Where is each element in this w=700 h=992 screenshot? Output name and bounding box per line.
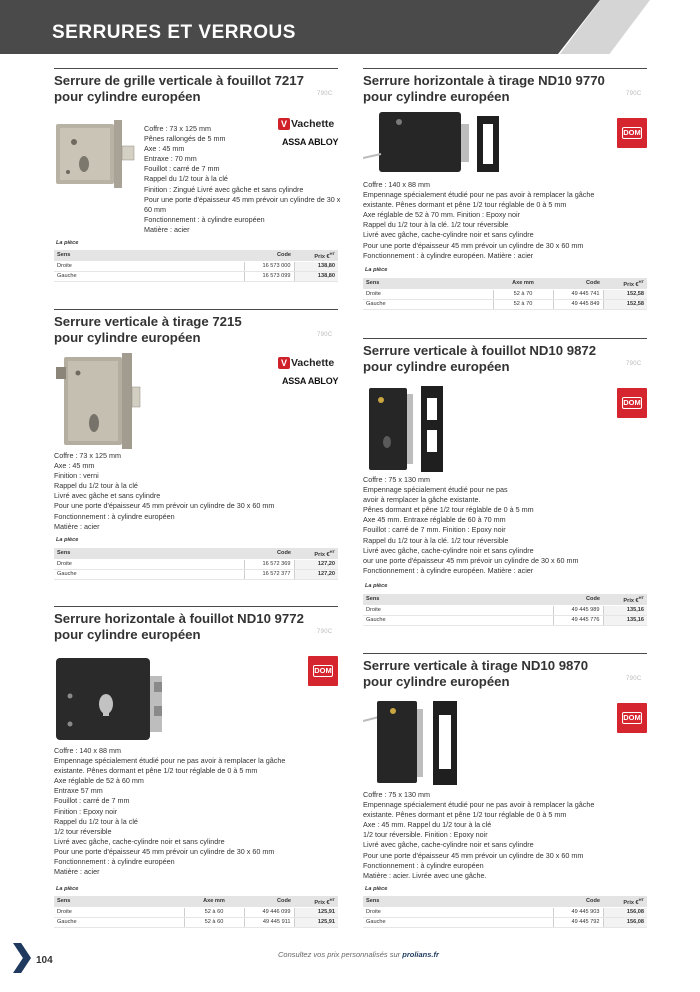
price-table <box>363 896 647 928</box>
lock-photo <box>54 654 166 744</box>
brand-logo-dom: DOM <box>617 388 647 418</box>
product-title: Serrure horizontale à fouillot ND10 9772 pour cylindre européen <box>54 611 304 642</box>
section-rule <box>363 653 647 654</box>
page-number: 104 <box>36 955 53 966</box>
footer-note: Consultez vos prix personnalisés sur prolians.fr <box>278 950 439 959</box>
brand-logo-dom: DOM <box>617 118 647 148</box>
product-7215 <box>54 309 338 589</box>
table-row: Gauche 52 à 60 49 445 911 125,91 <box>54 917 338 927</box>
table-row: Droite 49 445 903 156,08 <box>363 907 647 917</box>
piece-label: La pièce <box>365 583 388 589</box>
vachette-icon: V <box>278 118 290 130</box>
section-rule <box>363 338 647 339</box>
product-7217 <box>54 68 341 293</box>
table-row: Droite 16 573 000 138,80 <box>54 261 338 271</box>
vachette-icon: V <box>278 357 290 369</box>
lock-photo <box>363 110 503 176</box>
table-header: Sens Code Prix €$^{HT}$ <box>363 594 647 605</box>
brand-logo-dom: DOM <box>617 703 647 733</box>
lock-photo <box>365 384 455 474</box>
table-header: Sens Axe mm Code Prix €$^{HT}$ <box>363 278 647 289</box>
price-table <box>54 250 338 282</box>
section-title: SERRURES ET VERROUS <box>52 22 296 43</box>
table-row: Gauche 16 573 099 138,80 <box>54 271 338 281</box>
price-table <box>363 594 647 626</box>
lock-photo <box>363 699 473 787</box>
table-header: Sens Code Prix €$^{HT}$ <box>54 548 338 559</box>
product-nd10-9870 <box>363 653 647 938</box>
product-code: 790C <box>626 676 642 682</box>
table-header: Sens Code Prix €$^{HT}$ <box>363 896 647 907</box>
lock-photo <box>56 353 146 449</box>
table-row: Droite 52 à 60 49 446 099 125,91 <box>54 907 338 917</box>
piece-label: La pièce <box>365 267 388 273</box>
section-rule <box>54 606 338 607</box>
product-nd10-9872 <box>363 338 647 638</box>
product-description: Coffre : 73 x 125 mm Axe : 45 mm Finition : verni Rappel du 1/2 tour à la clé Livré avec gâche et sans cylindre Pour une porte d'épaisseur 45 mm prévoir un cylindre de 30 x 60 mm Fonctionnement : à cylindre européen Matière : acier <box>54 451 275 531</box>
piece-label: La pièce <box>56 537 79 543</box>
piece-label: La pièce <box>365 886 388 892</box>
piece-label: La pièce <box>56 886 79 892</box>
product-title: Serrure verticale à tirage ND10 9870 pour cylindre européen <box>363 658 589 689</box>
product-code: 790C <box>626 361 642 367</box>
product-title: Serrure de grille verticale à fouillot 7217 pour cylindre européen <box>54 73 304 104</box>
table-row: Droite 16 572 369 127,20 <box>54 559 338 569</box>
section-rule <box>54 68 338 69</box>
table-header: Sens Code Prix €$^{HT}$ <box>54 250 338 261</box>
page-header <box>0 0 700 54</box>
product-description: Coffre : 73 x 125 mm Pênes rallongés de 5 mm Axe : 45 mm Entraxe : 70 mm Fouillot : carré de 7 mm Rappel du 1/2 tour à la clé Finition : Zingué Livré avec gâche et sans cylindre Pour une porte d'épaisseur 45 mm prévoir un cylindre de 30 x 60 mm Fonctionnement : à cylindre européen Matière : acier <box>144 124 341 234</box>
brand-logo-dom: DOM <box>308 656 338 686</box>
product-description: Coffre : 75 x 130 mm Empennage spécialement étudié pour ne pas avoir à remplacer la gâche existante. Pênes dormant et pêne 1/2 tour réglable de 0 à 5 mm Axe : 45 mm. Rappel du 1/2 tour à la clé 1/2 tour réversible. Finition : Epoxy noir Livré avec gâche, cache-cylindre noir et sans cylindre Pour une porte d'épaisseur 45 mm prévoir un cylindre de 30 x 60 mm Fonctionnement : à cylindre européen Matière : acier. Livrée avec une gâche. <box>363 790 595 880</box>
table-row: Gauche 49 445 792 156,08 <box>363 917 647 927</box>
page-arrow-icon <box>13 943 31 973</box>
piece-label: La pièce <box>56 240 79 246</box>
table-row: Gauche 52 à 70 49 445 849 152,58 <box>363 299 647 309</box>
product-description: Coffre : 140 x 88 mm Empennage spécialement étudié pour ne pas avoir à remplacer la gâche existante. Pênes dormant et pêne 1/2 tour réglable de 0 à 5 mm Axe réglable de 52 à 60 mm Entraxe 57 mm Fouillot : carré de 7 mm Finition : Epoxy noir Rappel du 1/2 tour à la clé 1/2 tour réversible Livré avec gâche, cache-cylindre noir et sans cylindre Pour une porte d'épaisseur 45 mm prévoir un cylindre de 30 x 60 mm Fonctionnement : à cylindre européen Matière : acier <box>54 746 286 877</box>
product-code: 790C <box>317 629 333 635</box>
price-table <box>54 548 338 580</box>
product-nd10-9770 <box>363 68 647 323</box>
footer-site-link[interactable]: prolians.fr <box>402 950 439 959</box>
table-header: Sens Axe mm Code Prix €$^{HT}$ <box>54 896 338 907</box>
product-nd10-9772 <box>54 606 338 936</box>
table-row: Droite 52 à 70 49 445 741 152,58 <box>363 289 647 299</box>
product-code: 790C <box>626 91 642 97</box>
table-row: Gauche 16 572 377 127,20 <box>54 569 338 579</box>
product-code: 790C <box>317 91 333 97</box>
product-description: Coffre : 75 x 130 mm Empennage spécialement étudié pour ne pas avoir à remplacer la gâche existante. Pênes dormant et pêne 1/2 tour réglable de 0 à 5 mm Axe 45 mm. Entraxe réglable de 60 à 70 mm Fouillot : carré de 7 mm. Finition : Epoxy noir Rappel du 1/2 tour à la clé. 1/2 tour réversible Livré avec gâche, cache-cylindre noir et sans cylindre our une porte d'épaisseur 45 mm prévoir un cylindre de 30 x 60 mm Fonctionnement : à cylindre européen. Matière : acier <box>363 475 579 575</box>
lock-photo <box>54 120 138 188</box>
table-row: Droite 49 445 989 135,16 <box>363 605 647 615</box>
brand-logo-vachette: V Vachette ASSA ABLOY <box>278 118 352 152</box>
product-title: Serrure verticale à fouillot ND10 9872 pour cylindre européen <box>363 343 597 374</box>
product-title: Serrure horizontale à tirage ND10 9770 pour cylindre européen <box>363 73 605 104</box>
brand-logo-vachette: V Vachette ASSA ABLOY <box>278 357 352 391</box>
product-code: 790C <box>317 332 333 338</box>
product-description: Coffre : 140 x 88 mm Empennage spécialement étudié pour ne pas avoir à remplacer la gâche existante. Pênes dormant et pêne 1/2 tour réglable de 0 à 5 mm Axe réglable de 52 à 70 mm. Finition : Epoxy noir Rappel du 1/2 tour à la clé. 1/2 tour réversible Livré avec gâche, cache-cylindre noir et sans cylindre Pour une porte d'épaisseur 45 mm prévoir un cylindre de 30 x 60 mm Fonctionnement : à cylindre européen. Matière : acier <box>363 180 595 260</box>
price-table <box>363 278 647 310</box>
section-rule <box>363 68 647 69</box>
section-rule <box>54 309 338 310</box>
price-table <box>54 896 338 928</box>
table-row: Gauche 49 445 776 135,16 <box>363 615 647 625</box>
product-title: Serrure verticale à tirage 7215 pour cylindre européen <box>54 314 242 345</box>
